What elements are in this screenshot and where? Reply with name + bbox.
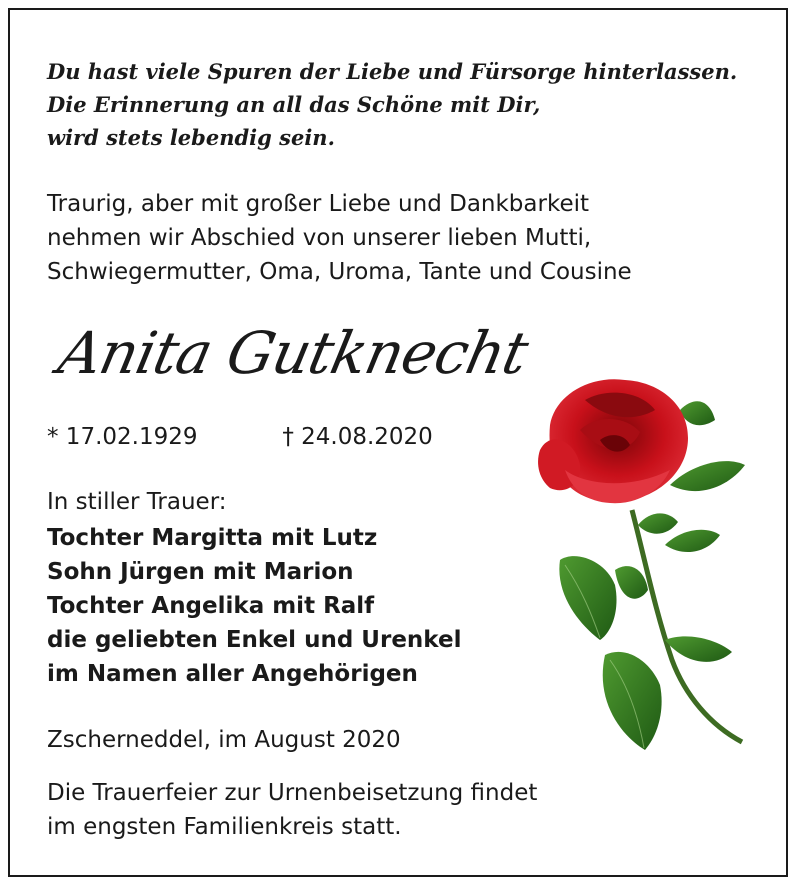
intro-line: nehmen wir Abschied von unserer lieben Mutti, (47, 225, 592, 251)
death-date: † 24.08.2020 (282, 424, 433, 450)
intro-line: Traurig, aber mit großer Liebe und Dankbarkeit (47, 191, 590, 217)
leaf (665, 530, 720, 552)
life-dates (47, 420, 433, 454)
mourner-line: Tochter Margitta mit Lutz (47, 525, 378, 551)
motto-line: wird stets lebendig sein. (47, 125, 335, 150)
leaf (603, 652, 662, 750)
mourning-heading: In stiller Trauer: (47, 489, 227, 515)
rose-illustration (520, 370, 760, 760)
place-date: Zscherneddel, im August 2020 (47, 727, 401, 753)
leaf (615, 566, 648, 599)
mourner-line: im Namen aller Angehörigen (47, 661, 418, 687)
funeral-note-line: im engsten Familienkreis statt. (47, 814, 402, 840)
funeral-note-line: Die Trauerfeier zur Urnenbeisetzung findet (47, 780, 538, 806)
motto (47, 55, 737, 154)
motto-line: Die Erinnerung an all das Schöne mit Dir, (47, 92, 541, 117)
intro-text (47, 187, 632, 289)
mourner-line: Sohn Jürgen mit Marion (47, 559, 354, 585)
mourners-list (47, 521, 461, 691)
funeral-note (47, 776, 537, 844)
birth-date: * 17.02.1929 (47, 424, 198, 450)
leaf (638, 513, 678, 533)
mourner-line: die geliebten Enkel und Urenkel (47, 627, 462, 653)
mourner-line: Tochter Angelika mit Ralf (47, 593, 375, 619)
motto-line: Du hast viele Spuren der Liebe und Fürsorge hinterlassen. (47, 59, 738, 84)
leaf (665, 636, 732, 661)
deceased-name: Anita Gutknecht (52, 319, 534, 387)
intro-line: Schwiegermutter, Oma, Uroma, Tante und Cousine (47, 259, 632, 285)
leaf (670, 461, 745, 491)
